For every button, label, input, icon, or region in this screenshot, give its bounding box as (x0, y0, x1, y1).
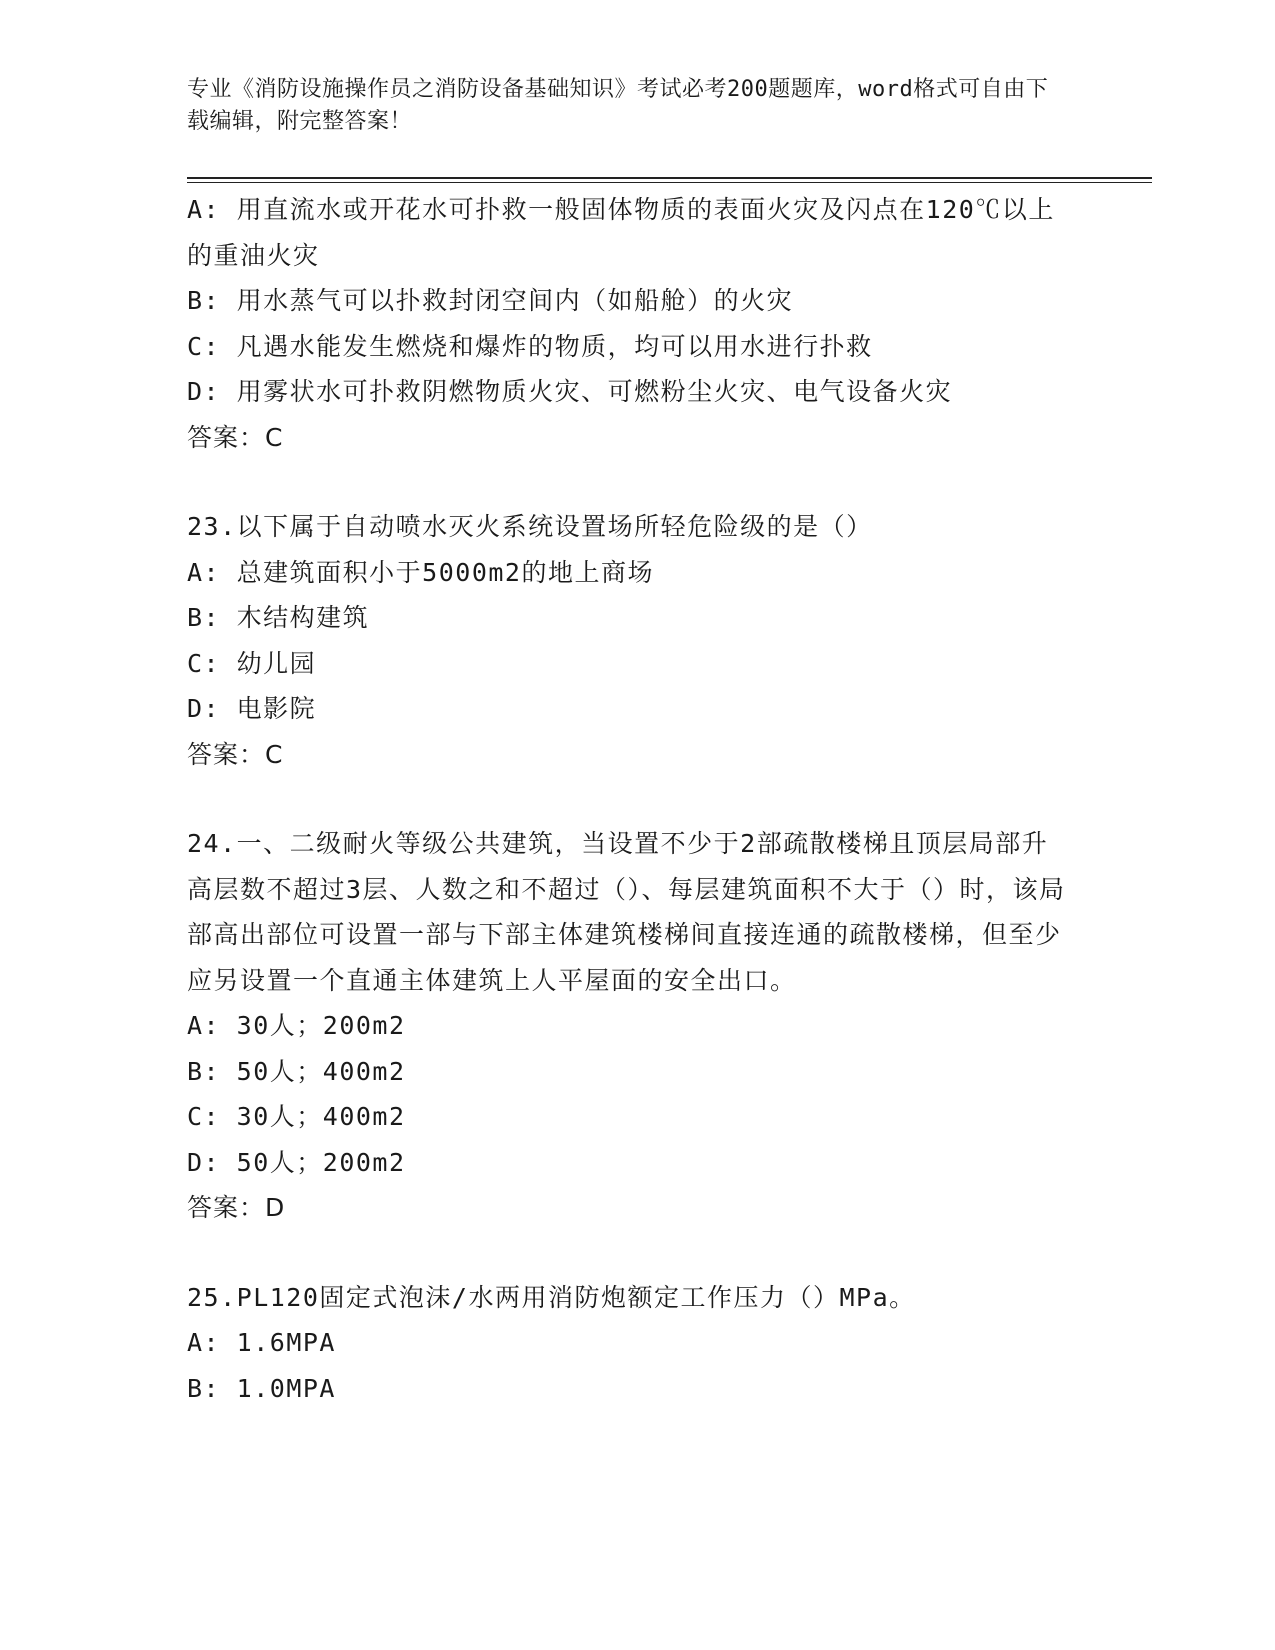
option-d (187, 1140, 1067, 1186)
option-text: 用水蒸气可以扑救封闭空间内（如船舱）的火灾 (236, 286, 794, 315)
question-stem: 23.以下属于自动喷水灭火系统设置场所轻危险级的是（） (187, 512, 873, 541)
option-text: 用雾状水可扑救阴燃物质火灾、可燃粉尘火灾、电气设备火灾 (236, 377, 953, 406)
option-text: 50人；400m2 (236, 1056, 406, 1086)
option-text: 用直流水或开花水可扑救一般固体物质的表面火灾及闪点在120℃以上的重油火灾 (187, 195, 1055, 270)
option-d (187, 686, 1067, 732)
option-label: C: (187, 648, 221, 678)
header-divider-thin (187, 182, 1152, 183)
option-a (187, 1003, 1067, 1049)
option-b (187, 595, 1067, 641)
option-label: B: (187, 1373, 221, 1403)
option-label: A: (187, 557, 221, 587)
option-label: C: (187, 331, 221, 361)
option-text: 30人；200m2 (236, 1011, 406, 1040)
option-text: 幼儿园 (236, 648, 317, 678)
answer-text: 答案：C (187, 739, 284, 769)
option-text: 30人；400m2 (236, 1102, 406, 1131)
header-divider-thick (187, 177, 1152, 179)
option-label: B: (187, 286, 221, 315)
option-b (187, 278, 1067, 324)
question-24 (187, 821, 1067, 1231)
answer-text: 答案：D (187, 1193, 286, 1222)
option-a (187, 550, 1067, 596)
question-23 (187, 504, 1067, 777)
option-b (187, 1049, 1067, 1095)
option-label: A: (187, 1328, 221, 1357)
option-text: 1.6MPA (236, 1328, 336, 1357)
option-text: 凡遇水能发生燃烧和爆炸的物质，均可以用水进行扑救 (236, 331, 873, 361)
option-text: 电影院 (236, 694, 317, 723)
option-label: A: (187, 195, 221, 224)
option-label: A: (187, 1011, 221, 1040)
option-text: 木结构建筑 (236, 603, 370, 632)
answer-text: 答案：C (187, 422, 284, 452)
option-text: 1.0MPA (236, 1373, 336, 1403)
question-stem: 24.一、二级耐火等级公共建筑，当设置不少于2部疏散楼梯且顶层局部升高层数不超过3层、人数之和不超过（）、每层建筑面积不大于（）时，该局部高出部位可设置一部与下部主体建筑楼梯间直接连通的疏散楼梯，但至少应另设置一个直通主体建筑上人平屋面的安全出口。 (187, 829, 1066, 995)
option-text: 50人；200m2 (236, 1147, 406, 1177)
option-c (187, 641, 1067, 687)
option-c (187, 1094, 1067, 1140)
option-a (187, 1320, 1067, 1366)
option-c (187, 324, 1067, 370)
option-label: D: (187, 377, 221, 406)
document-body (187, 187, 1067, 1411)
question-22-continued (187, 187, 1067, 460)
option-text: 总建筑面积小于5000m2的地上商场 (236, 557, 654, 587)
option-b (187, 1366, 1067, 1412)
question-stem: 25.PL120固定式泡沫/水两用消防炮额定工作压力（）MPa。 (187, 1282, 916, 1312)
question-25 (187, 1275, 1067, 1412)
option-label: D: (187, 694, 221, 723)
option-label: B: (187, 603, 221, 632)
option-label: B: (187, 1056, 221, 1086)
option-label: D: (187, 1147, 221, 1177)
option-a (187, 187, 1067, 278)
option-d (187, 369, 1067, 415)
option-label: C: (187, 1102, 221, 1131)
document-header: 专业《消防设施操作员之消防设备基础知识》考试必考200题题库，word格式可自由下载编辑，附完整答案！ (187, 77, 1049, 134)
